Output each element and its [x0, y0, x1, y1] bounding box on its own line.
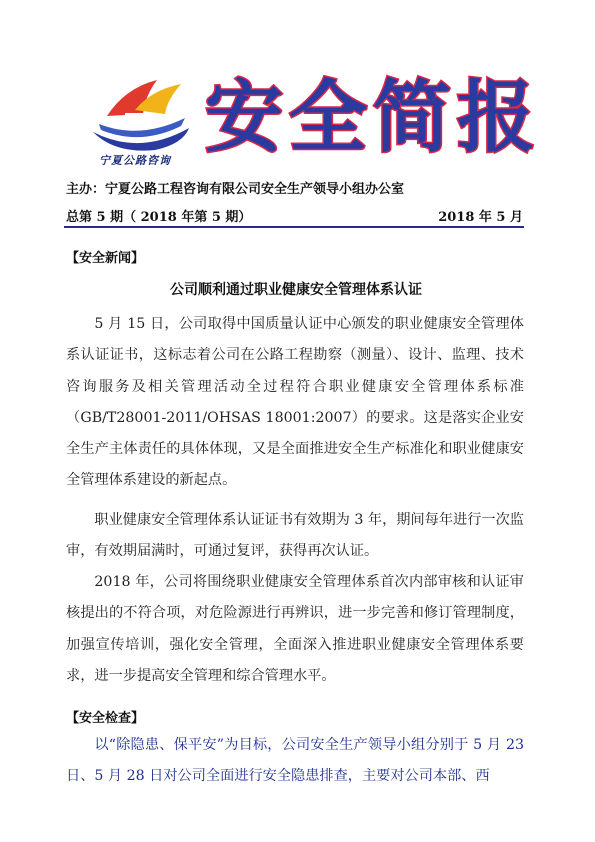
logo-caption: 宁夏公路咨询 — [99, 154, 171, 167]
section-label-news: 【安全新闻】 — [66, 251, 145, 266]
paragraph-text: 以“除隐患、保平安”为目标，公司安全生产领导小组分别于 5 月 23 日、5 月 28 日对公司全面进行安全隐患排查，主要对公司本部、西 — [66, 737, 524, 785]
host-line: 主办：宁夏公路工程咨询有限公司安全生产领导小组办公室 — [66, 182, 405, 197]
news-paragraph-2 — [66, 505, 524, 568]
paragraph-text: 职业健康安全管理体系认证证书有效期为 3 年，期间每年进行一次监审，有效期届满时，可通过复评，获得再次认证。 — [66, 512, 524, 560]
issue-date: 2018 年 5 月 — [438, 210, 523, 225]
news-paragraph-3 — [66, 567, 524, 692]
paragraph-text: 5 月 15 日，公司取得中国质量认证中心颁发的职业健康安全管理体系认证证书，这标志着公司在公路工程勘察（测量）、设计、监理、技术咨询服务及相关管理活动全过程符合职业健康安全管理体系标准（GB/T28001-2011/OHSAS 18001:2007）的要求。这是落实企业安全生产主体责任的具体体现，又是全面推进安全生产标准化和职业健康安全管理体系建设的新起点。 — [66, 316, 524, 489]
check-paragraph — [66, 730, 524, 793]
section-label-check: 【安全检查】 — [66, 711, 145, 726]
issue-row — [66, 206, 523, 225]
issue-number: 总第 5 期（ 2018 年第 5 期） — [66, 210, 252, 225]
header-divider — [64, 226, 524, 228]
header — [0, 0, 595, 205]
article-title: 公司顺利通过职业健康安全管理体系认证 — [170, 282, 422, 298]
masthead-title: 安全简报 — [205, 73, 542, 163]
company-logo — [85, 70, 195, 155]
paragraph-text: 2018 年，公司将围绕职业健康安全管理体系首次内部审核和认证审核提出的不符合项，对危险源进行再辨识，进一步完善和修订管理制度，加强宣传培训，强化安全管理，全面深入推进职业健康安全管理体系要求，进一步提高安全管理和综合管理水平。 — [66, 574, 524, 684]
news-paragraph-1 — [66, 309, 524, 497]
